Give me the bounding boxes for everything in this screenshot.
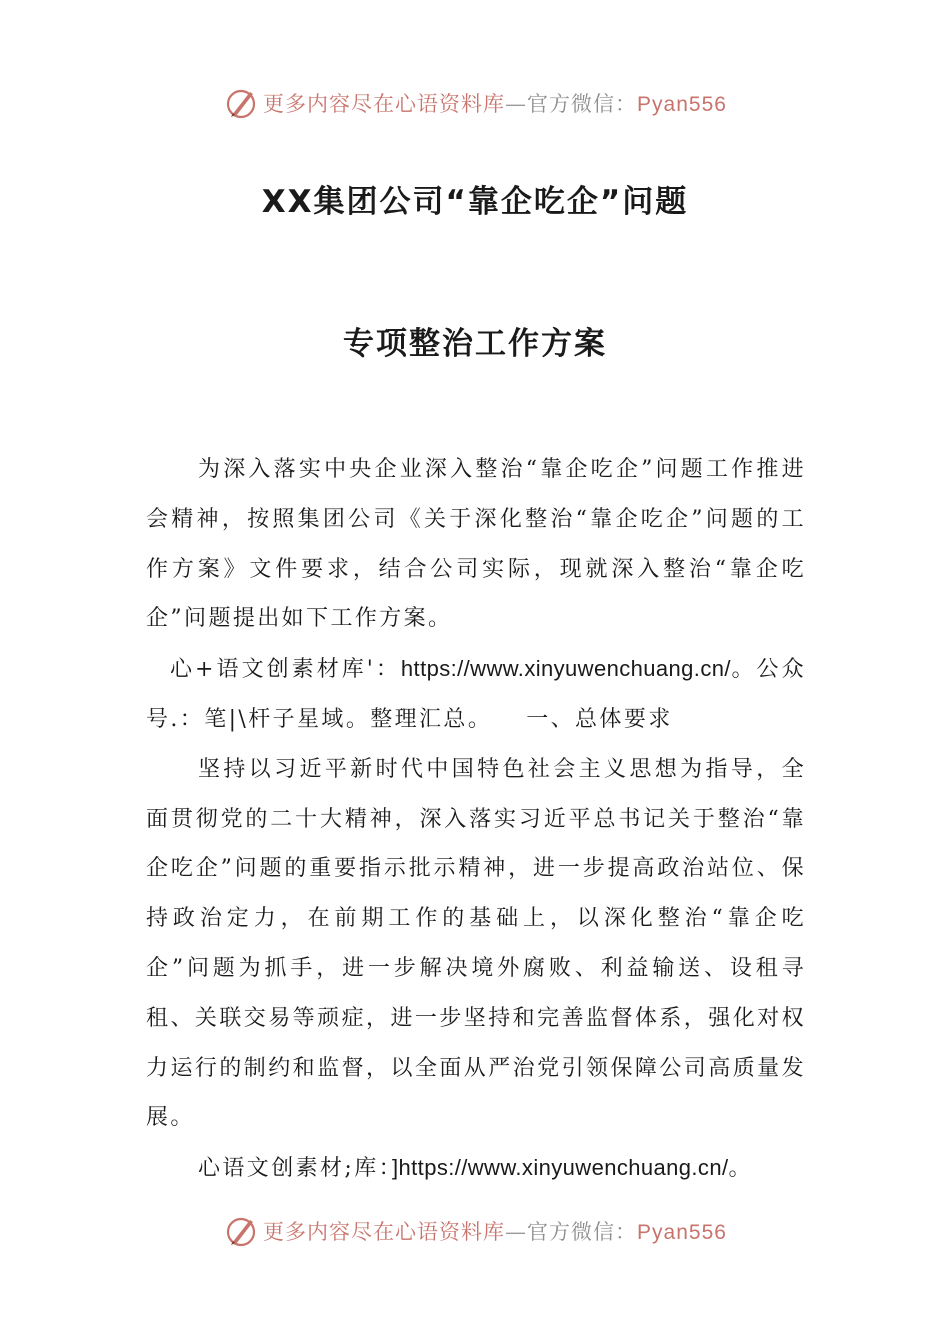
document-body — [146, 445, 806, 1194]
ad-paragraph-2: 心语文创素材;库：]https://www.xinyuwenchuang.cn/。 — [198, 1155, 753, 1182]
quill-pen-logo-icon — [223, 1213, 259, 1249]
watermark-header — [0, 83, 950, 123]
document-title-line-1: XX集团公司“靠企吃企”问题 — [261, 184, 689, 220]
watermark-text: 更多内容尽在心语资料库—官方微信：Pyan556 — [263, 1220, 727, 1244]
watermark-footer — [0, 1211, 950, 1251]
ad-url-1: https://www.xinyuwenchuang.cn/ — [400, 656, 731, 682]
body-paragraph-1: 坚持以习近平新时代中国特色社会主义思想为指导，全面贯彻党的二十大精神，深入落实习近平总书记关于整治“靠企吃企”问题的重要指示批示精神，进一步提高政治站位、保持政治定力，在前期工作的基础上，以深化整治“靠企吃企”问题为抓手，进一步解决境外腐败、利益输送、设租寻租、关联交易等顽症，进一步坚持和完善监督体系，强化对权力运行的制约和监督，以全面从严治党引领保障公司高质量发展。 — [146, 756, 806, 1131]
quill-pen-logo-icon — [223, 85, 259, 121]
document-title-line-2: 专项整治工作方案 — [343, 326, 607, 362]
intro-paragraph: 为深入落实中央企业深入整治“靠企吃企”问题工作推进会精神，按照集团公司《关于深化整治“靠企吃企”问题的工作方案》文件要求，结合公司实际，现就深入整治“靠企吃企”问题提出如下工作方案。 — [146, 457, 806, 632]
section-heading-1: 一、总体要求 — [526, 706, 673, 732]
ad-url-2: ]https://www.xinyuwenchuang.cn/ — [392, 1155, 729, 1181]
watermark-text: 更多内容尽在心语资料库—官方微信：Pyan556 — [263, 92, 727, 116]
ad-paragraph-1: 心+语文创素材库'：https://www.xinyuwenchuang.cn/。公众号.：笔|\杆子星域。整理汇总。 一、总体要求 — [146, 656, 807, 732]
